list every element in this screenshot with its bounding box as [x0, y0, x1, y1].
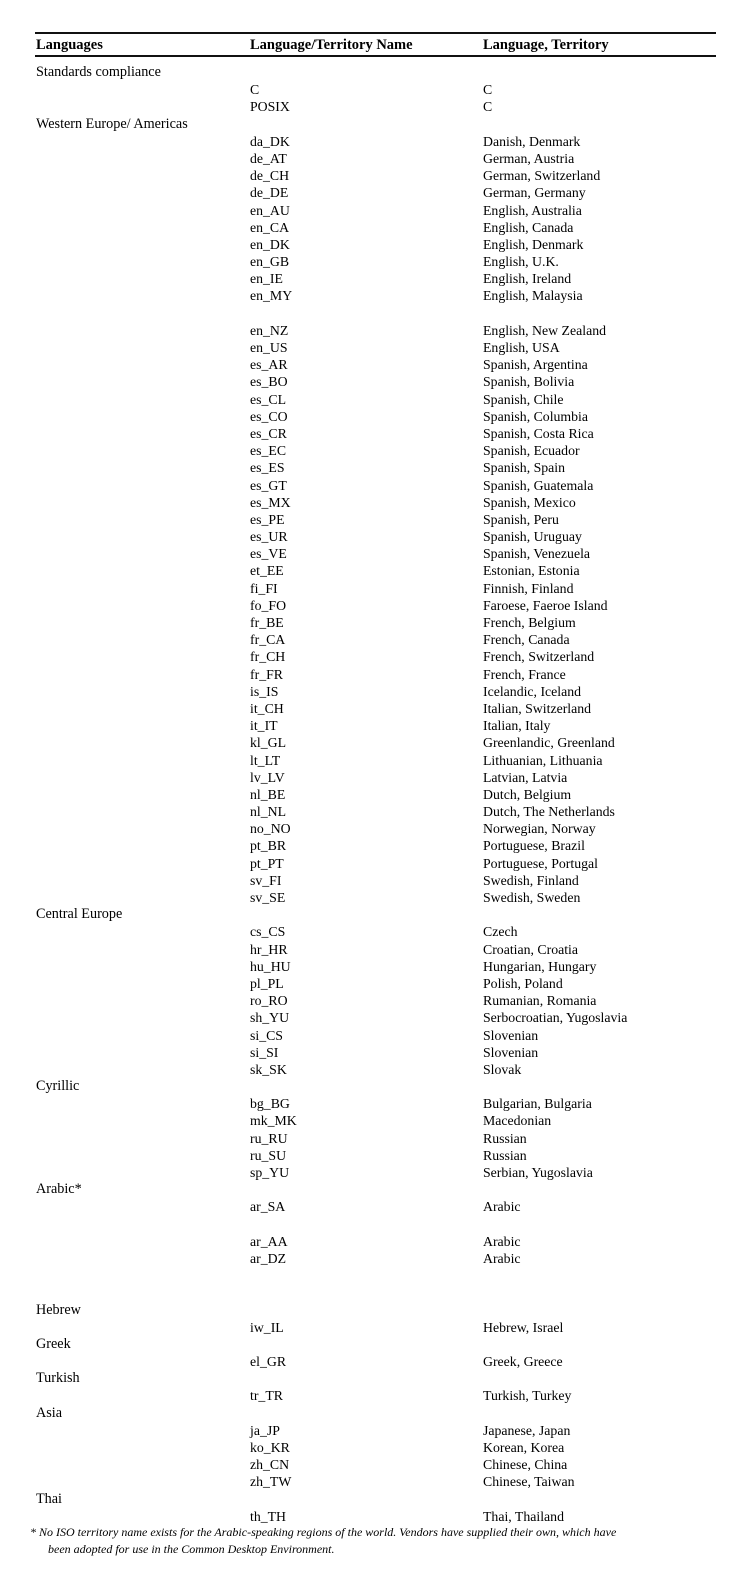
table-row	[0, 700, 750, 717]
table-row	[0, 236, 750, 253]
table-row	[0, 459, 750, 476]
locale-code: en_US	[250, 340, 288, 355]
language-territory: Spanish, Bolivia	[483, 374, 575, 390]
table-row	[0, 837, 750, 854]
language-territory: Spanish, Costa Rica	[483, 425, 594, 441]
language-territory: Bulgarian, Bulgaria	[483, 1096, 592, 1112]
table-row	[0, 1095, 750, 1112]
language-territory: Chinese, Taiwan	[483, 1474, 575, 1490]
locale-code: fr_FR	[250, 666, 283, 682]
locale-code: es_VE	[250, 546, 287, 562]
locale-code: th_TH	[250, 1508, 287, 1524]
locale-code: ar_DZ	[250, 1250, 287, 1266]
table-row	[0, 1508, 750, 1525]
group-row	[0, 64, 750, 81]
table-row	[0, 872, 750, 889]
language-territory: French, Switzerland	[483, 649, 595, 665]
locale-code: tr_TR	[250, 1388, 283, 1404]
language-territory: Spanish, Peru	[483, 511, 559, 527]
table-top-rule	[35, 32, 716, 34]
locale-code: ru_RU	[250, 1130, 288, 1146]
table-body	[0, 64, 750, 1525]
table-row	[0, 1456, 750, 1473]
table-row	[0, 941, 750, 958]
locale-code: fr_CA	[250, 632, 286, 648]
locale-code: zh_CN	[250, 1457, 290, 1473]
table-row	[0, 631, 750, 648]
group-row	[0, 1370, 750, 1387]
table-row	[0, 1250, 750, 1267]
language-territory: Norwegian, Norway	[483, 821, 596, 837]
language-territory: Swedish, Sweden	[483, 890, 581, 905]
language-territory: Arabic	[483, 1199, 521, 1215]
group-row	[0, 1181, 750, 1198]
locale-code: es_BO	[250, 374, 288, 390]
language-territory: Danish, Denmark	[483, 133, 581, 149]
language-territory: English, Australia	[483, 202, 582, 218]
locale-code: ru_SU	[250, 1147, 287, 1163]
language-territory: German, Germany	[483, 185, 586, 201]
table-row	[0, 1061, 750, 1078]
group-label: Thai	[36, 1490, 62, 1507]
locale-code: en_IE	[250, 271, 283, 287]
table-row	[0, 889, 750, 906]
group-row	[0, 1405, 750, 1422]
locale-code: pt_PT	[250, 855, 284, 871]
locale-code: de_DE	[250, 185, 289, 201]
group-label: Greek	[36, 1335, 71, 1352]
table-row	[0, 1439, 750, 1456]
language-territory: Serbocroatian, Yugoslavia	[483, 1010, 628, 1026]
locale-code: ja_JP	[250, 1422, 280, 1438]
language-territory: Spanish, Uruguay	[483, 529, 582, 545]
locale-code: el_GR	[250, 1354, 287, 1370]
locale-code: es_PE	[250, 511, 285, 527]
language-territory: Faroese, Faeroe Island	[483, 597, 608, 613]
language-territory: Greek, Greece	[483, 1354, 563, 1370]
language-territory: Dutch, Belgium	[483, 786, 572, 802]
table-row	[0, 511, 750, 528]
locale-code: fr_CH	[250, 649, 286, 665]
locale-code: sk_SK	[250, 1061, 287, 1077]
language-territory: Polish, Poland	[483, 975, 563, 991]
locale-code: pt_BR	[250, 838, 287, 854]
table-row	[0, 202, 750, 219]
language-territory: Thai, Thailand	[483, 1508, 564, 1524]
locale-code: it_IT	[250, 718, 278, 734]
language-territory: Serbian, Yugoslavia	[483, 1165, 593, 1180]
locale-code: es_EC	[250, 443, 287, 459]
table-row	[0, 975, 750, 992]
table-row	[0, 580, 750, 597]
footnote	[30, 1524, 725, 1557]
locale-code: es_CR	[250, 425, 287, 441]
language-territory: Russian	[483, 1147, 527, 1163]
language-territory: Spanish, Ecuador	[483, 443, 580, 459]
language-territory: Czech	[483, 924, 518, 940]
footnote-line-2: been adopted for use in the Common Desktop Environment.	[48, 1541, 335, 1556]
language-territory: Arabic	[483, 1250, 521, 1266]
locale-code: de_CH	[250, 168, 290, 184]
group-label: Standards compliance	[36, 64, 161, 80]
table-row	[0, 562, 750, 579]
locale-code: nl_NL	[250, 804, 287, 820]
group-row	[0, 1336, 750, 1353]
column-header-languages: Languages	[36, 37, 103, 53]
language-territory: German, Switzerland	[483, 168, 601, 184]
locale-code: iw_IL	[250, 1319, 284, 1335]
table-row	[0, 494, 750, 511]
group-label: Western Europe/ Americas	[36, 115, 188, 132]
spacer-row	[0, 1267, 750, 1284]
locale-code: fo_FO	[250, 597, 287, 613]
locale-code: hu_HU	[250, 958, 291, 974]
table-row	[0, 545, 750, 562]
language-territory: English, USA	[483, 340, 560, 355]
group-label: Arabic*	[36, 1181, 82, 1198]
language-territory: German, Austria	[483, 150, 575, 166]
language-territory: Italian, Switzerland	[483, 700, 592, 716]
locale-code: fr_BE	[250, 615, 284, 630]
table-row	[0, 1027, 750, 1044]
locale-code: et_EE	[250, 563, 284, 579]
table-row	[0, 391, 750, 408]
locale-code: es_GT	[250, 477, 287, 493]
group-row	[0, 1491, 750, 1508]
language-territory: Italian, Italy	[483, 718, 551, 734]
language-territory: Hebrew, Israel	[483, 1319, 564, 1335]
table-row	[0, 477, 750, 494]
language-territory: Icelandic, Iceland	[483, 683, 582, 699]
group-label: Cyrillic	[36, 1078, 80, 1095]
language-territory: English, U.K.	[483, 254, 559, 270]
table-row	[0, 1233, 750, 1250]
column-header-name: Language/Territory Name	[250, 37, 413, 53]
locale-code: no_NO	[250, 821, 291, 837]
table-row	[0, 614, 750, 631]
locale-code: fi_FI	[250, 580, 278, 596]
locale-code: da_DK	[250, 133, 290, 149]
table-header-row	[0, 36, 750, 54]
language-territory: Chinese, China	[483, 1457, 568, 1473]
table-row	[0, 373, 750, 390]
table-row	[0, 803, 750, 820]
locale-code: ar_AA	[250, 1233, 288, 1249]
table-row	[0, 752, 750, 769]
language-territory: Spanish, Guatemala	[483, 477, 594, 493]
language-territory: French, Canada	[483, 632, 570, 648]
footnote-line-1: * No ISO territory name exists for the Arabic-speaking regions of the world. Vendors have supplied their own, which have	[30, 1525, 617, 1539]
locale-code: ro_RO	[250, 993, 288, 1009]
locale-code: POSIX	[250, 99, 290, 115]
language-territory: Portuguese, Brazil	[483, 838, 585, 854]
language-territory: Finnish, Finland	[483, 580, 574, 596]
language-territory: Spanish, Spain	[483, 460, 566, 476]
table-row	[0, 648, 750, 665]
language-territory: Spanish, Columbia	[483, 408, 589, 424]
locale-code: sv_FI	[250, 872, 282, 888]
group-row	[0, 1302, 750, 1319]
table-header-rule	[35, 55, 716, 57]
locale-code: lv_LV	[250, 769, 285, 785]
language-territory: Spanish, Argentina	[483, 357, 588, 373]
locale-code: ko_KR	[250, 1440, 290, 1455]
locale-code: C	[250, 82, 260, 98]
language-territory: Greenlandic, Greenland	[483, 735, 615, 751]
table-row	[0, 253, 750, 270]
table-row	[0, 769, 750, 786]
language-territory: Rumanian, Romania	[483, 993, 597, 1009]
table-row	[0, 1009, 750, 1026]
locale-code: sv_SE	[250, 890, 286, 905]
language-territory: C	[483, 99, 493, 115]
locale-code: nl_BE	[250, 786, 286, 802]
language-territory: English, Ireland	[483, 271, 572, 287]
language-territory: Hungarian, Hungary	[483, 958, 597, 974]
locale-code: en_NZ	[250, 322, 289, 338]
table-row	[0, 1198, 750, 1215]
table-row	[0, 1319, 750, 1336]
table-row	[0, 167, 750, 184]
table-row	[0, 786, 750, 803]
table-row	[0, 528, 750, 545]
locale-code: pl_PL	[250, 975, 284, 991]
table-row	[0, 1473, 750, 1490]
table-row	[0, 1044, 750, 1061]
locale-code: bg_BG	[250, 1096, 290, 1112]
locale-code: cs_CS	[250, 924, 286, 940]
group-label: Turkish	[36, 1370, 80, 1387]
table-row	[0, 1147, 750, 1164]
language-territory: Estonian, Estonia	[483, 563, 580, 579]
language-territory: Arabic	[483, 1233, 521, 1249]
language-territory: Macedonian	[483, 1113, 552, 1129]
table-row	[0, 1387, 750, 1404]
table-row	[0, 425, 750, 442]
locale-code: it_CH	[250, 700, 284, 716]
locale-code: sh_YU	[250, 1010, 290, 1026]
language-territory: English, Denmark	[483, 236, 584, 252]
language-territory: Slovenian	[483, 1044, 539, 1060]
language-territory: Slovak	[483, 1061, 522, 1077]
table-row	[0, 1353, 750, 1370]
language-territory: French, France	[483, 666, 566, 682]
table-row	[0, 1130, 750, 1147]
locale-code: en_DK	[250, 236, 290, 252]
spacer-row	[0, 305, 750, 322]
group-row	[0, 906, 750, 923]
group-label: Central Europe	[36, 906, 123, 923]
language-territory: French, Belgium	[483, 615, 576, 630]
table-row	[0, 287, 750, 304]
table-row	[0, 923, 750, 940]
locale-code: en_CA	[250, 219, 290, 235]
locale-code: es_UR	[250, 529, 288, 545]
table-row	[0, 717, 750, 734]
table-row	[0, 270, 750, 287]
table-row	[0, 98, 750, 115]
locale-code: de_AT	[250, 150, 287, 166]
language-territory: Spanish, Venezuela	[483, 546, 591, 562]
table-row	[0, 1422, 750, 1439]
locale-code: es_AR	[250, 357, 288, 373]
language-territory: Russian	[483, 1130, 527, 1146]
locale-code: es_CO	[250, 408, 288, 424]
group-label: Asia	[36, 1404, 63, 1421]
table-row	[0, 683, 750, 700]
locale-code: es_MX	[250, 494, 291, 510]
group-label: Hebrew	[36, 1301, 81, 1318]
language-territory: Croatian, Croatia	[483, 941, 579, 957]
locale-code: en_MY	[250, 288, 293, 304]
locale-code: es_ES	[250, 460, 285, 476]
table-row	[0, 150, 750, 167]
language-territory: Turkish, Turkey	[483, 1388, 572, 1404]
language-territory: Japanese, Japan	[483, 1422, 571, 1438]
language-territory: Swedish, Finland	[483, 872, 579, 888]
locale-code: hr_HR	[250, 941, 288, 957]
table-row	[0, 442, 750, 459]
table-row	[0, 820, 750, 837]
language-territory: English, Canada	[483, 219, 574, 235]
locale-code: ar_SA	[250, 1199, 286, 1215]
table-row	[0, 1112, 750, 1129]
spacer-row	[0, 1284, 750, 1301]
column-header-territory: Language, Territory	[483, 37, 609, 53]
table-row	[0, 597, 750, 614]
locale-code: lt_LT	[250, 752, 281, 768]
language-territory: English, New Zealand	[483, 322, 606, 338]
locale-code: si_SI	[250, 1044, 279, 1060]
locale-code: es_CL	[250, 391, 287, 407]
group-row	[0, 116, 750, 133]
locale-code: en_AU	[250, 202, 290, 218]
table-row	[0, 734, 750, 751]
language-territory: Korean, Korea	[483, 1440, 565, 1455]
table-row	[0, 408, 750, 425]
locale-code: is_IS	[250, 683, 279, 699]
language-territory: Slovenian	[483, 1027, 539, 1043]
table-row	[0, 322, 750, 339]
table-row	[0, 81, 750, 98]
group-row	[0, 1078, 750, 1095]
table-row	[0, 184, 750, 201]
locale-code: si_CS	[250, 1027, 283, 1043]
table-row	[0, 666, 750, 683]
table-row	[0, 1164, 750, 1181]
language-territory: Spanish, Chile	[483, 391, 564, 407]
locale-code: kl_GL	[250, 735, 287, 751]
spacer-row	[0, 1216, 750, 1233]
locale-code: mk_MK	[250, 1113, 297, 1129]
table-row	[0, 133, 750, 150]
table-row	[0, 339, 750, 356]
language-territory: Latvian, Latvia	[483, 769, 568, 785]
table-row	[0, 356, 750, 373]
language-territory: Portuguese, Portugal	[483, 855, 598, 871]
table-row	[0, 855, 750, 872]
language-territory: Spanish, Mexico	[483, 494, 576, 510]
language-territory: C	[483, 82, 493, 98]
language-territory: Dutch, The Netherlands	[483, 804, 615, 820]
locale-code: sp_YU	[250, 1165, 290, 1180]
language-territory: English, Malaysia	[483, 288, 583, 304]
language-territory: Lithuanian, Lithuania	[483, 752, 603, 768]
locale-code: en_GB	[250, 254, 290, 270]
locale-code: zh_TW	[250, 1474, 292, 1490]
table-row	[0, 958, 750, 975]
table-row	[0, 219, 750, 236]
table-row	[0, 992, 750, 1009]
